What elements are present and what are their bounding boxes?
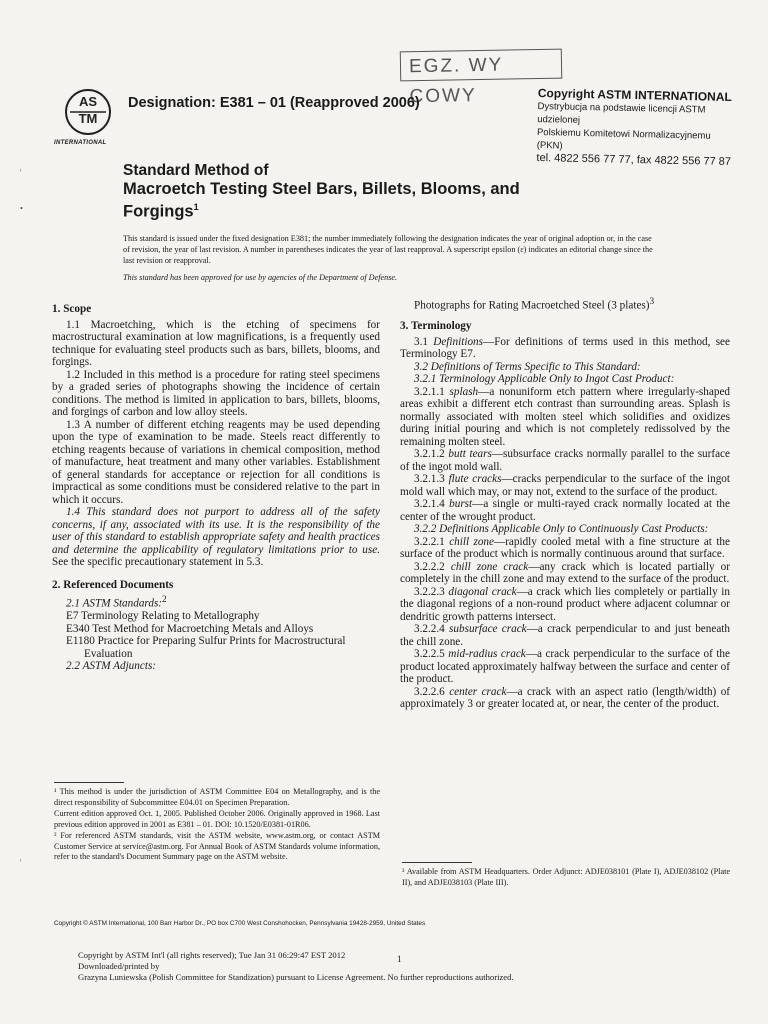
section-heading-referenced: 2. Referenced Documents [52,578,174,591]
paragraph-1-1: 1.1 Macroetching, which is the etching of specimens for macrostructural examination at low magnifications, is a frequently used technique for evaluating steel products such as bars, billets, blooms, and forgings. [52,318,380,368]
copyright-line-4: tel. 4822 556 77 77, fax 4822 556 77 87 [536,151,732,169]
page-number: 1 [397,954,402,964]
photos-adjunct: Photographs for Rating Macroetched Steel (3 plates)$^3$ [414,297,655,312]
def-chill-zone-crack: 3.2.2.2 chill zone crack—any crack which is located partially or completely in the chill zone and may extend to the surface of the product. [400,560,731,586]
logo-label: INTERNATIONAL [54,140,107,146]
title-line-3: Forgings$^1$ [123,202,199,221]
title-line-1: Standard Method of [123,162,269,179]
def-3-2-1: 3.2.1 Terminology Applicable Only to Ingot Cast Product: [414,373,675,386]
margin-mark: • [20,204,23,213]
section-heading-scope: 1. Scope [52,303,92,315]
left-footnotes [54,782,380,864]
right-column [400,296,730,711]
paragraph-1-3: 1.3 A number of different etching reagents may be used depending upon the type of examination to be made. Steels react differently to etching reagents because of variations in chemical composition, method of manufacture, heat treatment and many other variables. Establishment of general standards for acceptance or rejection for all conditions is impractical as some conditions must be considered relative to the part in which it occurs. [52,418,380,506]
def-mid-radius-crack: 3.2.2.5 mid-radius crack—a crack perpendicular to the surface of the product located approximately halfway between the surface and center of the product. [400,648,730,686]
def-splash: 3.2.1.1 splash—a nonuniform etch pattern where irregularly-shaped areas exhibit a different etch contrast than surrounding areas. Splash is normally associated with molten steel which solidifies and oxidizes during initial pouring and which is not completely redissolved by the remaining molten steel. [400,385,731,448]
copyright-line-1: Copyright ASTM INTERNATIONAL [537,86,732,105]
paragraph-1-2: 1.2 Included in this method is a procedure for rating steel specimens by a graded series of photographs showing the incidence of certain conditions. The method is limited in application to bars, billets, blooms, and forgings of carbon and low alloy steels. [52,368,380,418]
right-footnote [402,862,730,889]
approved-note: This standard has been approved for use by agencies of the Department of Defense. [123,273,398,282]
paragraph-1-4: 1.4 This standard does not purport to address all of the safety concerns, if any, associated with its use. It is the responsibility of the user of this standard to establish appropriate safety and health practices and determine the applicability of regulatory limitations prior to use. See the specific precautionary statement in 5.3. [52,506,380,568]
svg-text:AS: AS [78,94,98,109]
footnote-rule [402,862,472,863]
copyright-line-2: Dystrybucja na podstawie licencji ASTM udzielonej [537,100,706,126]
section-heading-terminology: 3. Terminology [400,320,472,333]
download-line-3: Grazyna Luniewska (Polish Committee for Standization) pursuant to License Agreement. No further reproductions authorized. [78,972,514,982]
stamp: EGZ. WY COWY [400,49,562,82]
def-center-crack: 3.2.2.6 center crack—a crack with an aspect ratio (length/width) of approximately 3 or greater located at, or near, the center of the product. [400,685,731,711]
designation: Designation: E381 – 01 (Reapproved 2006) [128,95,420,111]
margin-mark: ' [20,858,22,867]
def-subsurface-crack: 3.2.2.4 subsurface crack—a crack perpendicular to and just beneath the chill zone. [400,623,730,648]
def-butt-tears: 3.2.1.2 butt tears—subsurface cracks normally parallel to the surface of the ingot mold wall. [400,448,730,473]
footnote-2: ² For referenced ASTM standards, visit the ASTM website, www.astm.org, or contact ASTM Customer Service at service@astm.org. For Annual Book of ASTM Standards volume information, refer to the standard's Document Summary page on the ASTM website. [54,831,380,861]
ref-e1180: E1180 Practice for Preparing Sulfur Prints for Macrostructural Evaluation [66,635,346,660]
title-line-2: Macroetch Testing Steel Bars, Billets, Blooms, and [123,180,520,198]
def-3-2: 3.2 Definitions of Terms Specific to This Standard: [414,360,641,373]
download-line-1: Copyright by ASTM Int'l (all rights reserved); Tue Jan 31 06:29:47 EST 2012 [78,950,346,960]
ref-astm-standards: 2.1 ASTM Standards:$^2$ [66,595,167,610]
def-burst: 3.2.1.4 burst—a single or multi-rayed crack normally located at the center of the wrought product. [400,498,730,523]
footnote-1: ¹ This method is under the jurisdiction of ASTM Committee E04 on Metallography, and is the direct responsibility of Subcommittee E04.01 on Specimen Preparation. [54,787,380,807]
footnote-rule [54,782,124,783]
ref-e7: E7 Terminology Relating to Metallography [66,610,260,623]
def-flute-cracks: 3.2.1.3 flute cracks—cracks perpendicular to the surface of the ingot mold wall which may, or may not, extend to the surface of the product. [400,473,731,498]
svg-text:TM: TM [78,111,98,126]
copyright-line-3: Polskiemu Komitetowi Normalizacyjnemu (PKN) [536,126,711,152]
def-diagonal-crack: 3.2.2.3 diagonal crack—a crack which lies completely or partially in the diagonal regions of a non-round product where adjacent columnar or dendritic growth patterns intersect. [400,585,731,623]
def-3-1: 3.1 Definitions—For definitions of terms used in this method, see Terminology E7. [400,335,730,361]
ref-astm-adjuncts: 2.2 ASTM Adjuncts: [66,660,157,673]
document-title [123,162,643,221]
copyright-stamp [536,86,738,168]
footnote-3: ³ Available from ASTM Headquarters. Order Adjunct: ADJE038101 (Plate I), ADJE038102 (Plate II), and ADJE038103 (Plate III). [402,867,730,887]
def-3-2-2: 3.2.2 Definitions Applicable Only to Continuously Cast Products: [414,523,709,536]
margin-mark: ' [20,168,22,177]
ref-e340: E340 Test Method for Macroetching Metals and Alloys [66,622,314,635]
footnote-1b: Current edition approved Oct. 1, 2005. Published October 2006. Originally approved in 1968. Last previous edition approved in 2001 as E381 – 01. DOI: 10.1520/E0381-01R06. [54,809,380,829]
download-notice [78,950,514,983]
page-footer: Copyright © ASTM International, 100 Barr Harbor Dr., PO box C700 West Conshohocken, Pennsylvania 19428-2959, United States [54,920,426,927]
left-column [52,303,380,673]
def-chill-zone: 3.2.2.1 chill zone—rapidly cooled metal with a fine structure at the surface of the product which is normally continuous around that surface. [400,535,730,561]
download-line-2: Downloaded/printed by [78,961,160,971]
issued-note: This standard is issued under the fixed designation E381; the number immediately following the designation indicates the year of original adoption or, in the case of revision, the year of last revision. A number in parentheses indicates the year of last reapproval. A superscript epsilon (ε) indicates an editorial change since the last revision or reapproval. [123,234,653,265]
astm-logo-icon [58,86,118,142]
